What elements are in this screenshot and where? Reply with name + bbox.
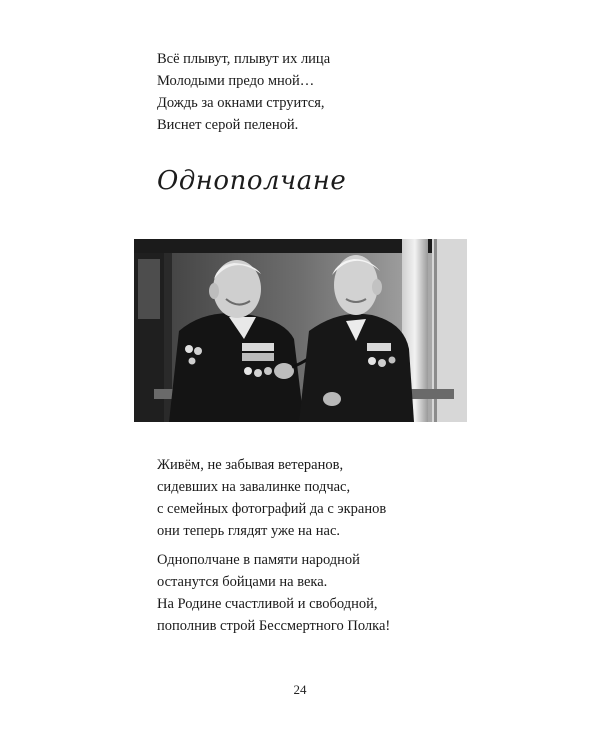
poem-line: останутся бойцами на века. bbox=[157, 574, 328, 590]
poem-line: Всё плывут, плывут их лица bbox=[157, 51, 331, 67]
poem-line: Виснет серой пеленой. bbox=[157, 117, 299, 133]
poem-line: с семейных фотографий да с экранов bbox=[157, 501, 387, 517]
stanza-bottom bbox=[157, 549, 390, 637]
poem-line: Молодыми предо мной… bbox=[157, 73, 315, 89]
stanza-middle bbox=[157, 454, 386, 542]
poem-line: Однополчане в памяти народной bbox=[157, 552, 360, 568]
poem-line: Живём, не забывая ветеранов, bbox=[157, 457, 344, 473]
poem-line: пополнив строй Бессмертного Полка! bbox=[157, 618, 391, 634]
photo-illustration bbox=[134, 239, 467, 422]
poem-line: Дождь за окнами струится, bbox=[157, 95, 325, 111]
veterans-photo bbox=[134, 239, 467, 422]
poem-line: они теперь глядят уже на нас. bbox=[157, 523, 340, 539]
stanza-top bbox=[157, 48, 330, 136]
poem-line: сидевших на завалинке подчас, bbox=[157, 479, 351, 495]
poem-title: Однополчане bbox=[157, 166, 347, 196]
poem-line: На Родине счастливой и свободной, bbox=[157, 596, 378, 612]
page-number: 24 bbox=[293, 682, 307, 697]
